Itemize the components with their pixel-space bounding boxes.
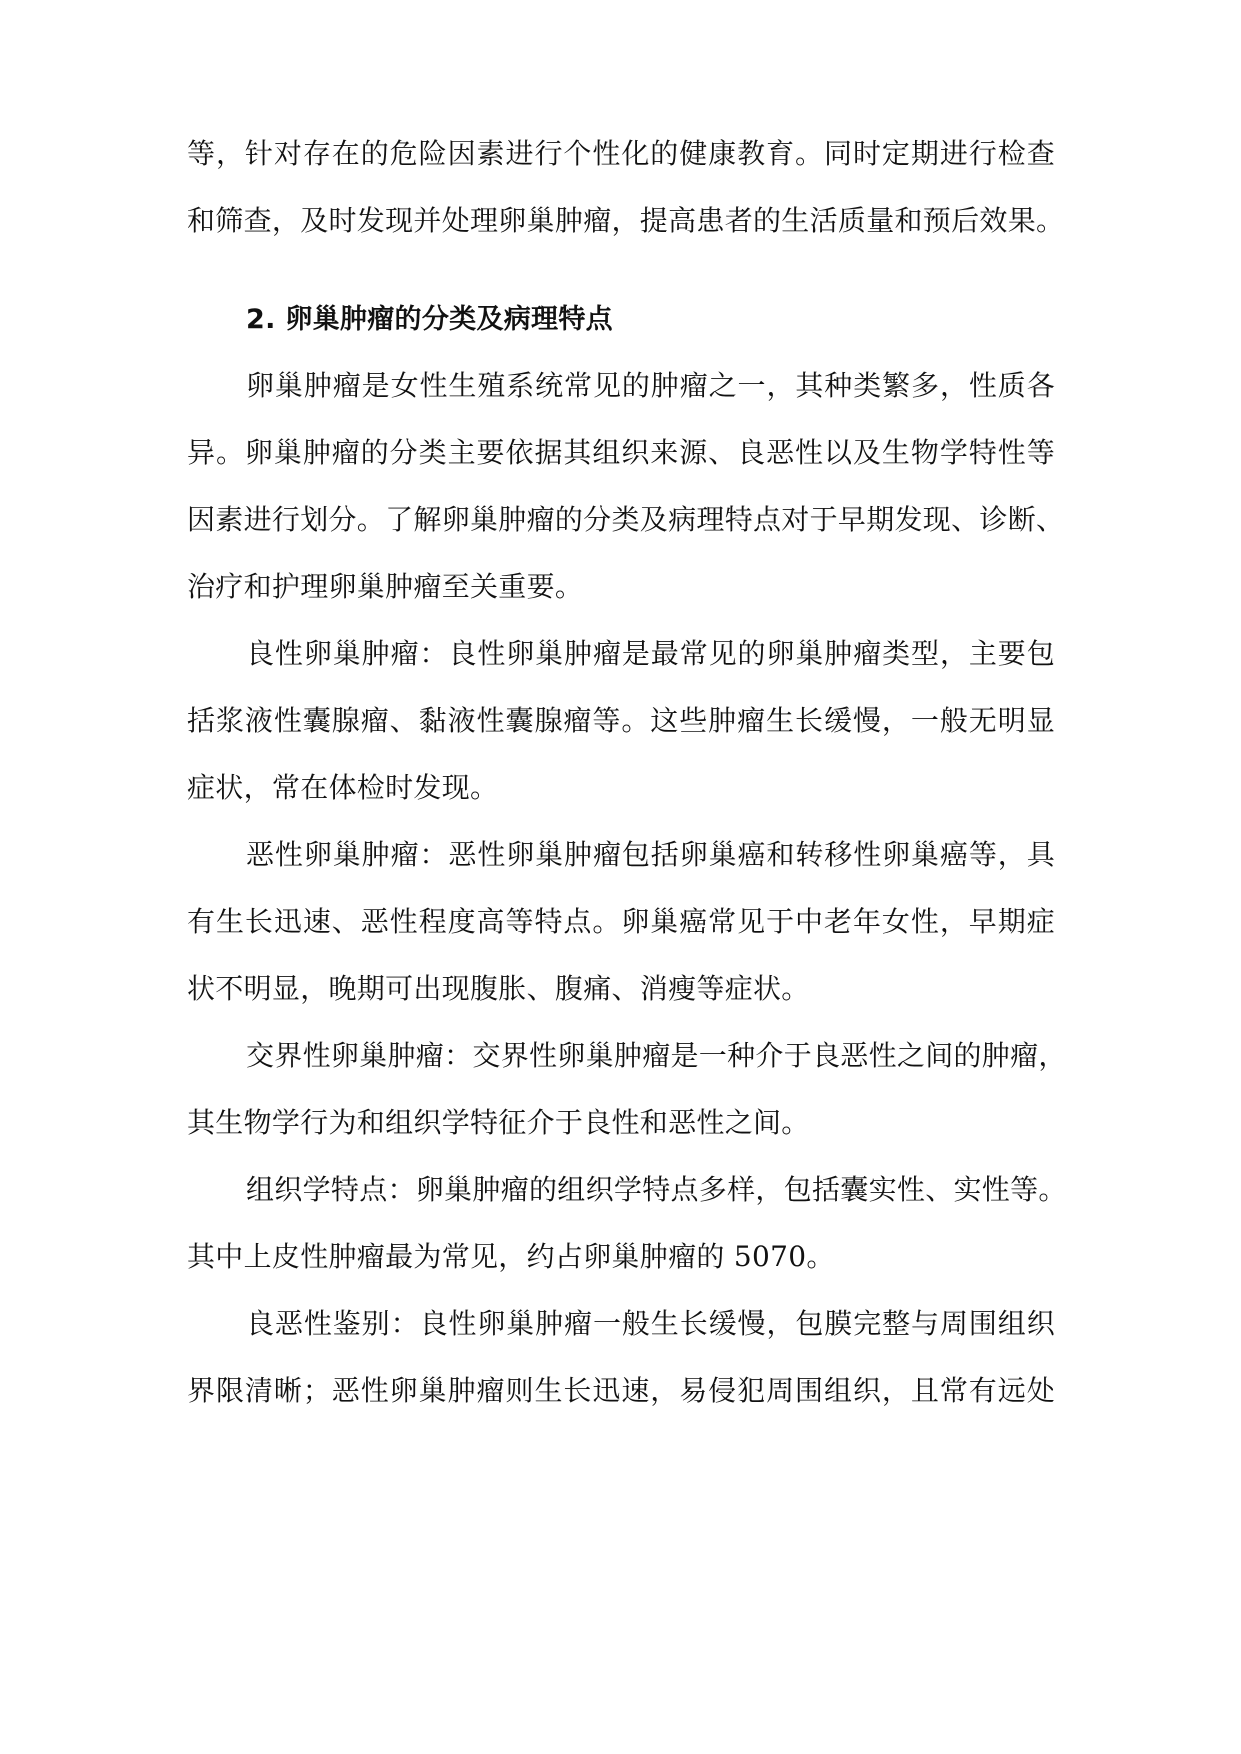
text-line: 其生物学行为和组织学特征介于良性和恶性之间。 [187,1106,810,1139]
text-line: 括浆液性囊腺瘤、黏液性囊腺瘤等。这些肿瘤生长缓慢，一般无明显 [187,704,1055,737]
text-line: 异。卵巢肿瘤的分类主要依据其组织来源、良恶性以及生物学特性等 [187,436,1055,469]
text-line: 状不明显，晚期可出现腹胀、腹痛、消瘦等症状。 [187,972,810,1005]
text-line: 和筛查，及时发现并处理卵巢肿瘤，提高患者的生活质量和预后效果。 [187,204,1065,237]
text-line: 有生长迅速、恶性程度高等特点。卵巢癌常见于中老年女性，早期症 [187,905,1055,938]
text-line: 组织学特点：卵巢肿瘤的组织学特点多样，包括囊实性、实性等。 [246,1173,1067,1206]
text-line: 其中上皮性肿瘤最为常见，约占卵巢肿瘤的 5070。 [187,1240,835,1273]
text-line: 交界性卵巢肿瘤：交界性卵巢肿瘤是一种介于良恶性之间的肿瘤， [246,1039,1067,1072]
text-line: 症状，常在体检时发现。 [187,771,499,804]
text-line: 恶性卵巢肿瘤：恶性卵巢肿瘤包括卵巢癌和转移性卵巢癌等，具 [246,838,1055,871]
text-line: 因素进行划分。了解卵巢肿瘤的分类及病理特点对于早期发现、诊断、 [187,503,1065,536]
text-line: 卵巢肿瘤是女性生殖系统常见的肿瘤之一，其种类繁多，性质各 [246,369,1055,402]
text-line: 良性卵巢肿瘤：良性卵巢肿瘤是最常见的卵巢肿瘤类型，主要包 [246,637,1055,670]
text-line: 等，针对存在的危险因素进行个性化的健康教育。同时定期进行检查 [187,137,1055,170]
text-line: 治疗和护理卵巢肿瘤至关重要。 [187,570,584,603]
text-line: 界限清晰；恶性卵巢肿瘤则生长迅速，易侵犯周围组织，且常有远处 [187,1374,1055,1407]
section-heading: 2. 卵巢肿瘤的分类及病理特点 [246,304,613,335]
text-line: 良恶性鉴别：良性卵巢肿瘤一般生长缓慢，包膜完整与周围组织 [246,1307,1055,1340]
